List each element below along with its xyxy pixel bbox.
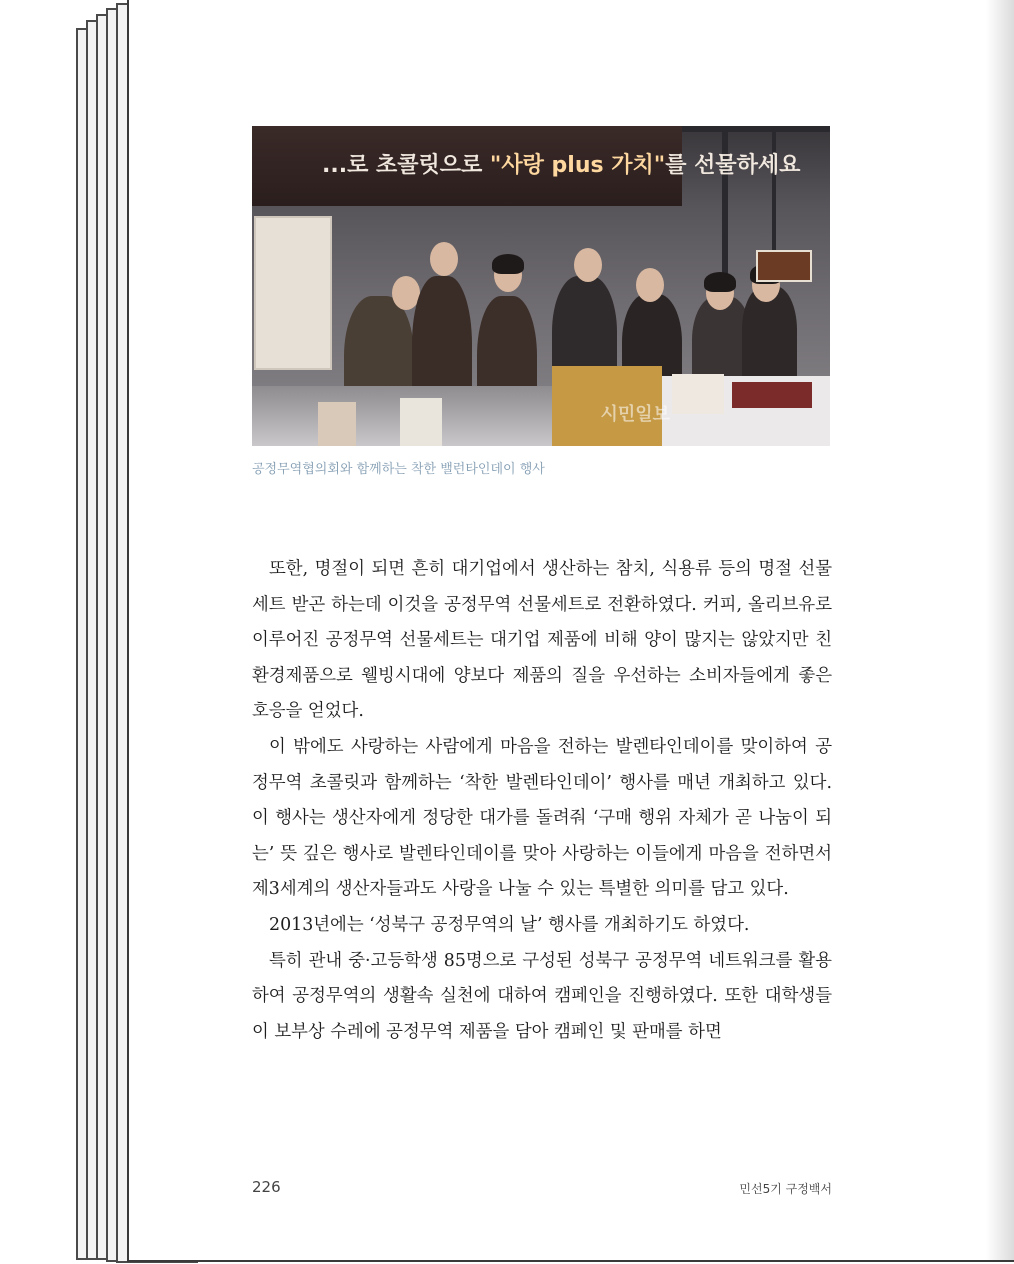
chocolate-box xyxy=(732,382,812,408)
paragraph: 2013년에는 ‘성북구 공정무역의 날’ 행사를 개최하기도 하였다. xyxy=(269,914,750,935)
page-number: 226 xyxy=(252,1178,281,1196)
paragraph: 이 밖에도 사랑하는 사람에게 마음을 전하는 발렌타인데이를 맞이하여 공정무역 초콜릿과 함께하는 ‘착한 발렌타인데이’ 행사를 매년 개최하고 있다. 이 행사는 생산자에게 정당한 대가를 돌려줘 ‘구매 행위 자체가 곧 나눔이 되는’ 뜻 깊은 행사로 발렌타인데이를 맞아 사랑하는 이들에게 마음을 전하면서 제3세계의 생산자들과도 사랑을 나눌 수 있는 특별한 의미를 담고 있다. xyxy=(252,736,832,900)
event-photo xyxy=(252,126,830,446)
event-banner xyxy=(252,126,801,206)
chocolate-box xyxy=(672,374,724,414)
paragraph: 또한, 명절이 되면 흔히 대기업에서 생산하는 참치, 식용류 등의 명절 선물세트 받곤 하는데 이것을 공정무역 선물세트로 전환하였다. 커피, 올리브유로 이루어진 공정무역 선물세트는 대기업 제품에 비해 양이 많지는 않았지만 친환경제품으로 웰빙시대에 양보다 제품의 질을 우선하는 소비자들에게 좋은 호응을 얻었다. xyxy=(252,559,832,722)
person-head xyxy=(430,242,458,276)
person-hair xyxy=(492,254,524,274)
running-title: 민선5기 구정백서 xyxy=(739,1182,832,1196)
body-text xyxy=(252,552,832,1050)
chocolate-box xyxy=(318,402,356,446)
chocolate-box xyxy=(400,398,442,446)
photo-caption: 공정무역협의회와 함께하는 착한 밸런타인데이 행사 xyxy=(252,462,545,477)
photo-watermark: 시민일보 xyxy=(600,404,670,425)
person-hair xyxy=(704,272,736,292)
banner-text: ...로 초콜릿으로 "사랑 plus 가치"를 선물하세요 xyxy=(322,153,801,178)
page-shadow xyxy=(986,0,1014,1260)
chocolate-box xyxy=(756,250,812,282)
person-head xyxy=(574,248,602,282)
wall-poster xyxy=(254,216,332,370)
person-head xyxy=(636,268,664,302)
paragraph: 특히 관내 중·고등학생 85명으로 구성된 성북구 공정무역 네트워크를 활용하여 공정무역의 생활속 실천에 대하여 캠페인을 진행하였다. 또한 대학생들이 보부상 수레에 공정무역 제품을 담아 캠페인 및 판매를 하면 xyxy=(252,950,832,1042)
